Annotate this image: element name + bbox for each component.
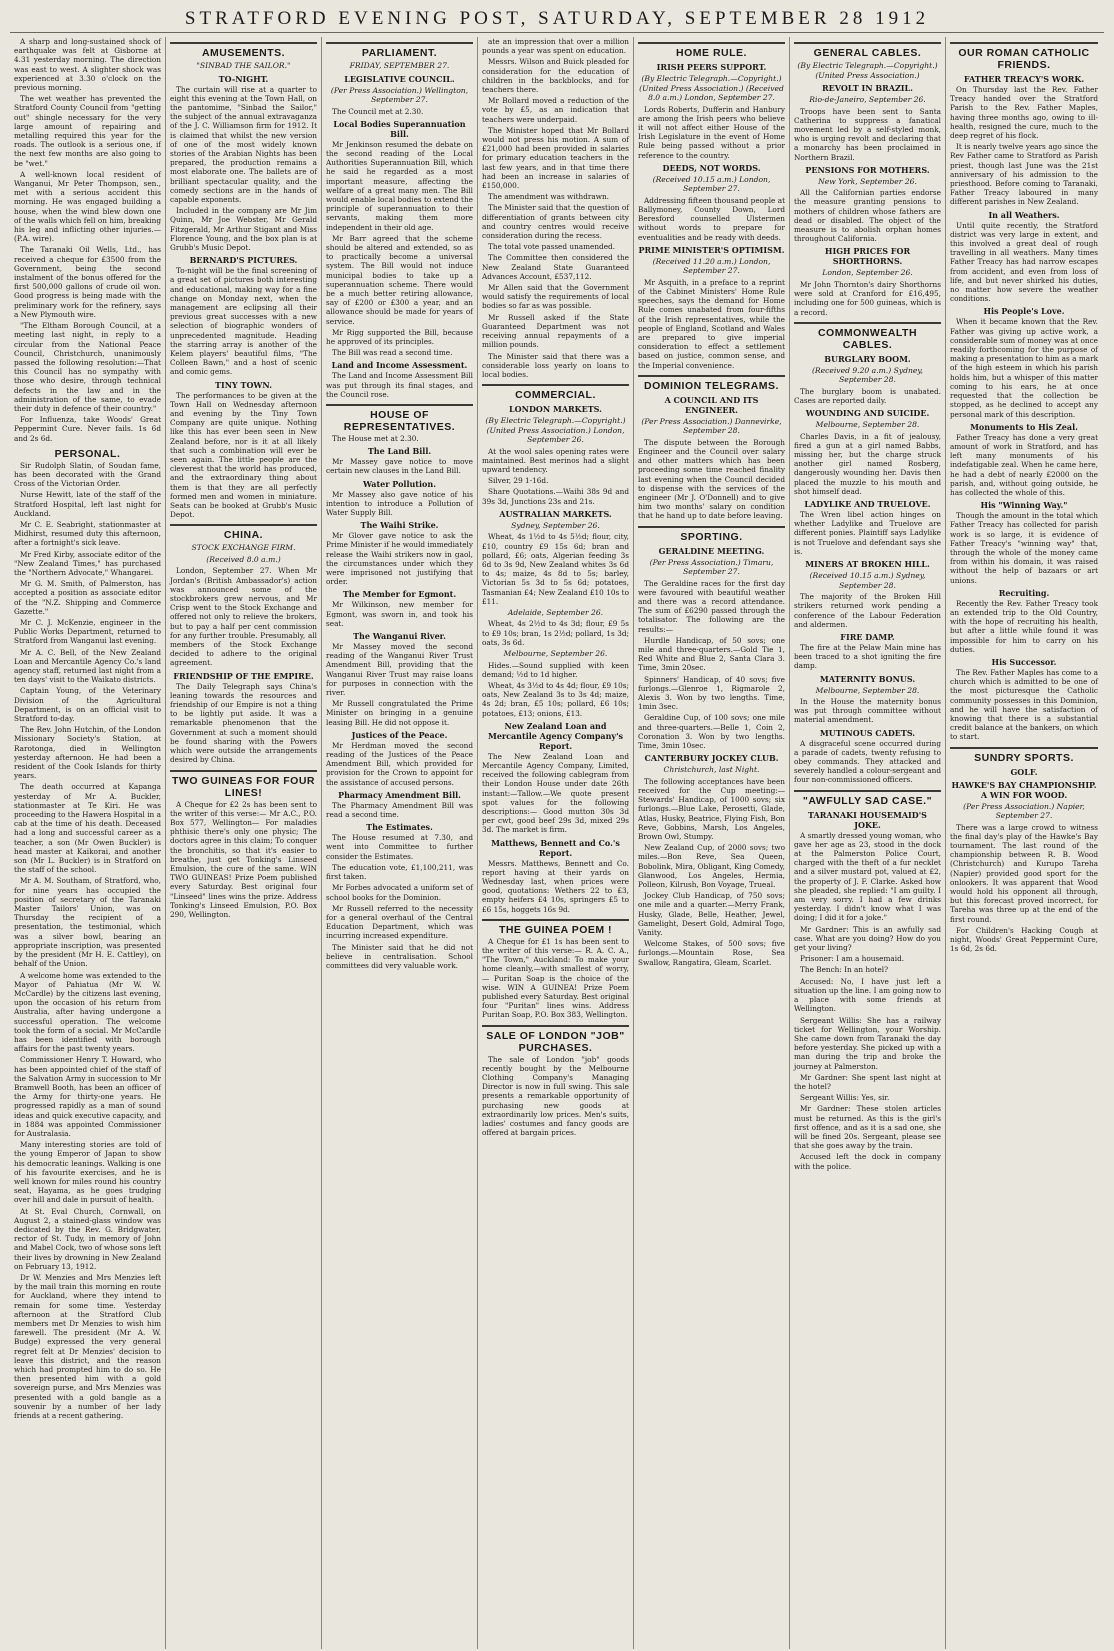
dateline: Melbourne, September 28. (815, 420, 920, 430)
article-subheading: AUSTRALIAN MARKETS. (499, 508, 612, 519)
article-paragraph: Geraldine Cup, of 100 sovs; one mile and three-quarters.—Belle 1, Coin 2, Coronation 3. Won by two lengths. Time, 3min 10sec. (638, 713, 785, 751)
article-subheading: FATHER TREACY'S WORK. (963, 74, 1085, 84)
dateline: New York, September 26. (818, 176, 917, 186)
article-paragraph: Mr Gardner: She spent last night at the hotel? (794, 1072, 941, 1091)
article-paragraph: The majority of the Broken Hill strikers returned work pending a conference of the Labour Federation and aldermen. (794, 592, 941, 629)
article-paragraph: The sale of London "job" goods recently bought by the Melbourne Clothing Company's Managing Director is now in full swing. This sale presents a remarkable opportunity of purchasing new goods at extraordinarily low prices. Men's suits, ladies' costumes and fancy goods are offered at bargain prices. (482, 1054, 629, 1138)
section-heading: SPORTING. (638, 526, 785, 543)
article-paragraph: The Minister hoped that Mr Bollard would not press his motion. A sum of £21,000 had been provided in salaries for primary education teachers in the last few years, and in that time there had been an increase in salaries of £150,000. (482, 125, 629, 191)
article-paragraph: Jockey Club Handicap, of 750 sovs; one mile and a quarter.—Merry Frank, Husky, Glade, Belle, Heather, Jewel, Gamelight, Desert Gold, Admiral Togo, Vanity. (638, 891, 785, 937)
article-paragraph: Addressing fifteen thousand people at Ballymoney, County Down, Lord Beresford counselled Ulstermen without words to prepare for eventualities and be ready with deeds. (638, 195, 785, 242)
article-paragraph: Nurse Hewitt, late of the staff of the Stratford Hospital, left last night for Auckland. (14, 490, 161, 518)
article-paragraph: Hides.—Sound supplied with keen demand; ½d to 1d higher. (482, 660, 629, 679)
article-subheading: Justices of the Peace. (351, 729, 448, 740)
dateline: (Received 10.15 a.m.) Sydney, September 28. (809, 571, 926, 590)
article-subheading: MATERNITY BONUS. (819, 673, 916, 684)
article-paragraph: Though the amount in the total which Father Treacy has collected for parish work is so large, it is evidence of Father Treacy's "winning way" that, through the whole of the money came from within his domain, it was raised without the help of bazaars or art unions. (950, 511, 1098, 585)
article-paragraph: Sergeant Willis: She has a railway ticket for Wellington, your Worship. She came down from Taranaki the day before yesterday. She picked up with a man during the trip and broke the journey at Palmerston. (794, 1015, 941, 1071)
article-paragraph: The House resumed at 7.30, and went into Committee to further consider the Estimates. (326, 833, 473, 861)
article-subheading: CANTERBURY JOCKEY CLUB. (644, 753, 779, 764)
article-paragraph: When it became known that the Rev. Father was giving up active work, a considerable sum of money was at once readily forthcoming for the purpose of making a presentation to him as a mark of the high esteem in which his parish holds him, but a whisper of this matter coming to his ears, he at once requested that the collection be stopped, as he declined to accept any personal mark of this description. (950, 317, 1098, 419)
article-subheading: Water Pollution. (363, 478, 436, 489)
dateline: Melbourne, September 26. (503, 649, 608, 659)
article-paragraph: Mr John Thornton's dairy Shorthorns were sold at Cranford for £16,495, including one for 500 guineas, which is a record. (794, 279, 941, 317)
article-paragraph: The fire at the Pelaw Main mine has been traced to a shot igniting the fire damp. (794, 642, 941, 671)
article-paragraph: The burglary boom is unabated. Cases are reported daily. (794, 386, 941, 405)
column-5 (634, 37, 790, 1649)
article-paragraph: Mr Allen said that the Government would satisfy the requirements of local bodies so far as was possible. (482, 283, 629, 311)
article-paragraph: At the wool sales opening rates were maintained. Best merinos had a slight upward tendency. (482, 446, 629, 475)
article-subheading: New Zealand Loan and Mercantile Agency Company's Report. (487, 720, 624, 751)
article-paragraph: The Bill was read a second time. (332, 348, 453, 358)
article-paragraph: Mr C. E. Seabright, stationmaster at Midhirst, resumed duty this afternoon, after a fortnight's sick leave. (14, 519, 161, 548)
column-2 (166, 37, 322, 1649)
dateline: "SINBAD THE SAILOR." (196, 61, 291, 70)
article-paragraph: Included in the company are Mr Jim Quinn, Mr Joe Webster, Mr Gerald Fitzgerald, Mr Arthur Stigant and Miss Florence Young, and the box plan is at Grubb's Music Depot. (170, 206, 317, 252)
section-heading: CHINA. (170, 524, 317, 541)
article-subheading: DEEDS, NOT WORDS. (662, 162, 761, 173)
article-paragraph: Mr C. J. McKenzie, engineer in the Public Works Department, returned to Stratford from Wanganui last evening. (14, 617, 161, 646)
dateline: Rio-de-Janeiro, September 26. (809, 95, 926, 104)
article-paragraph: Dr W. Menzies and Mrs Menzies left by the mail train this morning en route for Auckland, where they intend to remain for some time. Yesterday afternoon at the Stratford Club members met Dr Menzies to wish him farewell. The president (Mr A. W. Budge) expressed the very general regret felt at Dr Menzies' decision to leave this district, and the reason which had prompted him to do so. He then presented him with a gold sovereign purse, and Mrs Menzies was presented with a gold bangle as a souvenir by a number of her lady friends at a recent gathering. (14, 1273, 161, 1421)
article-subheading: The Wanganui River. (353, 631, 446, 642)
article-paragraph: Commissioner Henry T. Howard, who has been appointed chief of the staff of the Salvation Army in succession to Mr Bramwell Booth, has been an officer of the Army for thirty-one years. He progressed rapidly as a man of sound ideas and quick executive capacity, and in 1884 was appointed Commissioner for Australasia. (14, 1055, 161, 1138)
section-heading: SALE OF LONDON "JOB" PURCHASES. (482, 1025, 629, 1054)
dateline: London, September 26. (822, 268, 913, 278)
article-paragraph: The curtain will rise at a quarter to eight this evening at the Town Hall, on the pantomime, "Sinbad the Sailor," the subject of the annual extravaganza of the J. C. Williamson firm for 1912. It is claimed that whilst the new version of one of the most widely known stories of the Arabian Nights has been prepared, the production remains a most elaborate one. The ballets are of brilliant spectacular quality, and the comedy sections are in the hands of capable exponents. (170, 84, 317, 204)
article-subheading: Recruiting. (998, 587, 1050, 598)
dateline: (Received 8.0 a.m.) (206, 554, 281, 564)
section-heading: OUR ROMAN CATHOLIC FRIENDS. (950, 42, 1098, 71)
article-subheading: REVOLT IN BRAZIL. (822, 83, 913, 93)
article-paragraph: The wet weather has prevented the Stratford County Council from "getting out" shingle necessary for the very large amount of repairing and metalling required this year for the roads. The outlook is a serious one, if the next few months are also going to be "wet." (14, 94, 161, 168)
article-subheading: His Successor. (991, 656, 1057, 667)
article-paragraph: It is nearly twelve years ago since the Rev Father came to Stratford as Parish priest, though last June was the 21st anniversary of his admission to the priesthood. Before coming to Taranaki, Father Treacy laboured in many different parishes in New Zealand. (950, 142, 1098, 207)
column-6 (790, 37, 946, 1649)
article-paragraph: The Wren libel action hinges on whether Ladylike and Truelove are different ponies. Plaintiff says Ladylike is not Truelove and defendant says she is. (794, 510, 941, 556)
section-heading: GENERAL CABLES. (794, 42, 941, 59)
article-subheading: Land and Income Assessment. (331, 360, 468, 371)
article-subheading: His People's Love. (983, 306, 1065, 317)
article-paragraph: Share Quotations.—Waihi 38s 9d and 39s 3d, Junctions 23s and 21s. (482, 487, 629, 506)
article-paragraph: Mr Glover gave notice to ask the Prime Minister if he would immediately release the Waihi strikers now in gaol, the circumstances under which they were imprisoned not justifying that order. (326, 531, 473, 587)
article-paragraph: The Committee then considered the New Zealand State Guaranteed Advances Account, £537,112. (482, 253, 629, 281)
article-paragraph: At St. Eval Church, Cornwall, on August 2, a stained-glass window was dedicated by the Rev. G. Bridgwater, rector of St. Tudy, in memory of John and Mabel Cock, two of whose sons left their lives by drowning in New Zealand on February 13, 1912. (14, 1206, 161, 1271)
article-paragraph: A sharp and long-sustained shock of earthquake was felt at Gisborne at 4.31 yesterday morning. The direction was east to west. A slighter shock was experienced at 3.30 o'clock on the previous morning. (14, 37, 161, 93)
article-subheading: The Estimates. (366, 822, 433, 833)
section-heading: AMUSEMENTS. (170, 42, 317, 59)
article-subheading: A COUNCIL AND ITS ENGINEER. (664, 394, 759, 415)
column-7 (946, 37, 1102, 1649)
article-paragraph: Charles Davis, in a fit of jealousy, fired a gun at a girl named Babbs, missing her, but the charge struck another girl named Rosberg, dangerously wounding her. Davis then placed the muzzle to his mouth and shot himself dead. (794, 431, 941, 496)
article-paragraph: For Children's Hacking Cough at night, Woods' Great Peppermint Cure, 1s 6d, 2s 6d. (950, 925, 1098, 954)
article-paragraph: Wheat, 4s 2½d to 4s 3d; flour, £9 5s to £9 10s; bran, 1s 2½d; pollard, 1s 3d; oats, 3s 6d. (482, 619, 629, 647)
article-paragraph: The Minister said that there was a considerable loss yearly on loans to local bodies. (482, 351, 629, 379)
article-subheading: LEGISLATIVE COUNCIL. (344, 73, 455, 84)
article-paragraph: The Taranaki Oil Wells, Ltd., has received a cheque for £3500 from the Government, being the second instalment of the bonus offered for the first 500,000 gallons of crude oil won. Good progress is being made with the preliminary work for the refinery, says a New Plymouth wire. (14, 245, 161, 319)
section-heading: COMMERCIAL. (482, 384, 629, 401)
section-heading: COMMONWEALTH CABLES. (794, 322, 941, 351)
article-subheading: Local Bodies Superannuation Bill. (333, 118, 466, 139)
article-paragraph: The death occurred at Kapanga yesterday of Mr A. Buckler, stationmaster at Te Kiri. He was proceeding to the Hawera Hospital in a cab at the time of his death. Deceased had a long and successful career as a teacher, a son (Mr Owen Buckler) is head master at Kaikorai, and another son (Mr L. Buckler) is in Stratford on the staff of the school. (14, 782, 161, 875)
article-subheading: IRISH PEERS SUPPORT. (656, 62, 767, 72)
dateline: Melbourne, September 28. (815, 685, 920, 695)
article-paragraph: Mr Barr agreed that the scheme should be altered and extended, so as to practically become a universal system. The Bill would not induce municipal bodies to take up a superannuation scheme. There would be a much better retiring allowance, say of £200 or £300 a year, and an allowance should be made for years of service. (326, 233, 473, 326)
article-paragraph: Mr Gardner: This is an awfully sad case. What are you doing? How do you get your living? (794, 924, 941, 953)
article-paragraph: Mr Wilkinson, new member for Egmont, was sworn in, and took his seat. (326, 600, 473, 628)
article-paragraph: The dispute between the Borough Engineer and the Council over salary and other matters which has been proceeding some time reached finality last evening when the Council decided to dispense with the services of the engineer (Mr J. O'Donnell) and to give him two months' salary on condition that he hand up to date before leaving. (638, 437, 785, 521)
dateline: (Received 9.20 a.m.) Sydney, September 28. (811, 365, 924, 385)
dateline: (By Electric Telegraph.—Copyright.) (United Press Association.) London, September 26. (485, 416, 626, 445)
article-paragraph: Mr G. M. Smith, of Palmerston, has accepted a position as associate editor of the "N.Z. Shipping and Commerce Gazette." (14, 579, 161, 616)
article-paragraph: Silver, 29 1-16d. (488, 476, 549, 486)
article-paragraph: A smartly dressed young woman, who gave her age as 23, stood in the dock at the Palmerston Police Court, charged with the theft of a fur necklet and a silver mustard pot, valued at £2, the property of J. F. Clarke. Asked how she pleaded, she replied: "I am guilty. I am very sorry. I had a few drinks yesterday. I didn't know what I was doing; I did it for a joke." (794, 830, 941, 923)
column-3 (322, 37, 478, 1649)
article-subheading: LADYLIKE AND TRUELOVE. (804, 499, 931, 510)
article-paragraph: The following acceptances have been received for the Cup meeting:— Stewards' Handicap, of 1000 sovs; six furlongs.—Blue Lake, Perosetti, Glade, Atlas, Husky, Beatrice, Flying Fish, Bon Reve, Gobbins, Marsh, Los Angeles, Brown Owl, Stumpy. (638, 776, 785, 841)
article-paragraph: All the Californian parties endorse the measure granting pensions to mothers of children whose fathers are dead or disabled. The object of the measure is to abolish orphan homes throughout California. (794, 188, 941, 244)
article-paragraph: Prisoner: I am a housemaid. (800, 954, 905, 964)
article-subheading: Matthews, Bennett and Co.'s Report. (491, 837, 620, 858)
article-paragraph: Spinners' Handicap, of 40 sovs; five furlongs.—Glenroe 1, Rigmarole 2, Alexis 3. Won by two lengths. Time, 1min 3sec. (638, 674, 785, 712)
article-paragraph: Messrs. Matthews, Bennett and Co. report having at their yards on Wednesday last, when prices were good, quotations: Wethers 22 to £3, empty heifers £4 10s, springers £5 to £6 15s, hoggets 16s 9d. (482, 858, 629, 914)
article-paragraph: Sergeant Willis: Yes, sir. (800, 1093, 890, 1103)
dateline: (Per Press Association.) Wellington, September 27. (330, 85, 469, 104)
article-subheading: MUTINOUS CADETS. (819, 727, 916, 738)
article-paragraph: Mr Herdman moved the second reading of the Justices of the Peace Amendment Bill, which provided for provision for the Crown to appoint for the assistance of accused persons. (326, 740, 473, 787)
article-subheading: The Land Bill. (367, 446, 432, 457)
article-paragraph: To-night will be the final screening of a great set of pictures both interesting and educational, making way for a fine change on Monday next, when the management are eclipsing all their previous great successes with a new selection of biographic wonders of unprecedented magnitude. Heading the starring array is another of the Kelem players' beautiful films, "The Colleen Bawn," and a host of scenic and comic gems. (170, 266, 317, 377)
article-paragraph: Accused: No, I have just left a situation up the line. I am going now to a place with some friends at Wellington. (794, 976, 941, 1014)
article-subheading: LONDON MARKETS. (509, 404, 602, 415)
masthead: STRATFORD EVENING POST, SATURDAY, SEPTEMBER 28 1912 (10, 6, 1104, 33)
article-subheading: TARANAKI HOUSEMAID'S JOKE. (808, 809, 927, 830)
dateline: (Per Press Association.) Dannevirke, September 28. (641, 416, 782, 436)
article-paragraph: Mr Jenkinson resumed the debate on the second reading of the Local Authorities Superannuation Bill, which he said he regarded as a most important measure, affecting the welfare of a great many men. The Bill would enable local bodies to extend the principle of superannuation to their servants, making them more independent in their old age. (326, 139, 473, 232)
dateline: Adelaide, September 26. (507, 607, 604, 617)
article-subheading: FRIENDSHIP OF THE EMPIRE. (173, 670, 314, 681)
section-heading: TWO GUINEAS FOR FOUR LINES! (170, 770, 317, 799)
dateline: (Received 11.20 a.m.) London, September 27. (652, 256, 771, 276)
article-paragraph: Sir Rudolph Slatin, of Soudan fame, has been decorated with the Grand Cross of the Victorian Order. (14, 460, 161, 489)
article-subheading: BERNARD'S PICTURES. (189, 255, 298, 266)
article-paragraph: Mr Massey moved the second reading of the Wanganui River Trust Amendment Bill, providing that the Wanganui River Trust may raise loans for purposes in connection with the river. (326, 642, 473, 698)
article-subheading: FIRE DAMP. (840, 631, 895, 642)
article-paragraph: "The Eltham Borough Council, at a meeting last night, in reply to a circular from the National Peace Council, Christchurch, unanimously passed the following resolution:—That this Council has no sympathy with those who desire, through technical defects in the law and in the administration of the same, to evade their duty in defence of their country." (14, 321, 161, 413)
article-paragraph: A Cheque for £1 1s has been sent to the writer of this verse:— R. A. C. A., "The Town," Auckland: To make your home cleanly,—with smallest of worry,— Puritan Soap is the choice of the wise. WIN A GUINEA! Prize Poem published every Saturday. Best original four "Puritan" lines wins. Address Puritan Soap, P.O. Box 383, Wellington. (482, 936, 629, 1020)
dateline: (By Electric Telegraph.—Copyright.) (United Press Association.) (Received 8.0 a.m.) London, September 27. (639, 74, 784, 102)
article-paragraph: Mr Bollard moved a reduction of the vote by £5, as an indication that teachers were underpaid. (482, 96, 629, 124)
article-subheading: Pharmacy Amendment Bill. (338, 789, 461, 800)
article-paragraph: Messrs. Wilson and Buick pleaded for consideration for the education of children in the backblocks, and for teachers there. (482, 57, 629, 95)
article-paragraph: Hurdle Handicap, of 50 sovs; one mile and three-quarters.—Gold Tie 1, Red White and Blue 2, Santa Clara 3. Time, 3min 20sec. (638, 635, 785, 673)
article-paragraph: Mr Asquith, in a preface to a reprint of the Cabinet Ministers' Home Rule speeches, says the demand for Home Rule comes unabated from four-fifths of the Irish representatives, while the people of England, Scotland and Wales are prepared to give imperial consideration to effect a settlement based on justice, common sense, and the Imperial convenience. (638, 277, 785, 370)
article-paragraph: Lords Roberts, Dufferin and Hanbury are among the Irish peers who believe it will not affect either House of the Irish Legislature in the event of Home Rule being passed without a prior reference to the country. (638, 104, 785, 160)
article-paragraph: Captain Young, of the Veterinary Division of the Agricultural Department, is on an official visit to Stratford to-day. (14, 686, 161, 724)
dateline: STOCK EXCHANGE FIRM. (191, 543, 296, 553)
article-paragraph: The Council met at 2.30. (332, 106, 424, 116)
article-subheading: PENSIONS FOR MOTHERS. (805, 164, 930, 175)
article-paragraph: Troops have been sent to Santa Catherina to suppress a fanatical movement led by a self-styled monk, who is urging revolt and declaring that a monarchy has been proclaimed in Northern Brazil. (794, 106, 941, 162)
dateline: (Per Press Association.) Timaru, September 27. (649, 557, 774, 577)
article-paragraph: The Pharmacy Amendment Bill was read a second time. (326, 800, 473, 820)
article-paragraph: Mr Massey gave notice to move certain new clauses in the Land Bill. (326, 457, 473, 476)
article-subheading: The Member for Egmont. (342, 589, 457, 600)
article-paragraph: ate an impression that over a million pounds a year was spent on education. (482, 37, 629, 56)
article-paragraph: The Bench: In an hotel? (800, 965, 889, 975)
article-paragraph: The Rev. Father Maples has come to a church which is admitted to be one of the most picturesque the Catholic community possesses in this Dominion, and he will have the satisfaction of knowing that there is a substantial credit balance at the bankers, on which to start. (950, 667, 1098, 742)
article-paragraph: Mr A. C. Bell, of the New Zealand Loan and Mercantile Agency Co.'s land agency staff, returned last night from a ten days' visit to the Waikato districts. (14, 647, 161, 685)
article-paragraph: Wheat, 4s 3½d to 4s 4d; flour, £9 10s; oats, New Zealand 3s to 3s 4d; maize, 4s 2d; bran, £5 10s; pollard, £6 10s; potatoes, £13; onions, £13. (482, 680, 629, 718)
section-heading: SUNDRY SPORTS. (950, 747, 1098, 764)
article-paragraph: Many interesting stories are told of the young Emperor of Japan to show his democratic leanings. Walking is one of his favourite exercises, and he is well known for miles round his country seat, Hayama, as he goes trudging over hill and dale in pursuit of health. (14, 1140, 161, 1205)
article-paragraph: In the House the maternity bonus was put through committee without material amendment. (794, 697, 941, 725)
article-paragraph: Mr Gardner: These stolen articles must be returned. As this is the girl's first offence, and as it is a sad one, she will be fined 20s. Sergeant, please see that she goes away by the train. (794, 1104, 941, 1151)
article-paragraph: The House met at 2.30. (332, 433, 419, 443)
article-paragraph: Accused left the dock in company with the police. (794, 1152, 941, 1171)
section-heading: THE GUINEA POEM ! (482, 919, 629, 936)
dateline: (Per Press Association.) Napier, September 27. (963, 801, 1085, 821)
article-paragraph: The total vote passed unamended. (488, 242, 616, 252)
article-subheading: TINY TOWN. (215, 379, 272, 390)
article-paragraph: Mr Massey also gave notice of his intention to introduce a Pollution of Water Supply Bill. (326, 489, 473, 517)
article-paragraph: A welcome home was extended to the Mayor of Pahiatua (Mr W. W. McCardle) by the citizens last evening, upon the occasion of his return from Australia, after having undergone a successful operation. The welcome took the form of a social. Mr McCardle has been identified with borough affairs for the past twenty years. (14, 970, 161, 1054)
article-paragraph: Mr Russell congratulated the Prime Minister on bringing in a genuine leasing Bill. He did not oppose it. (326, 699, 473, 727)
section-heading: PERSONAL. (54, 447, 121, 460)
article-paragraph: Mr Russell asked if the State Guaranteed Department was not receiving annual repayments of a million pounds. (482, 312, 629, 350)
article-paragraph: Mr Rigg supported the Bill, because he approved of its principles. (326, 327, 473, 346)
article-paragraph: The Minister said that the question of differentiation of grants between city and country centres would receive consideration during the recess. (482, 203, 629, 241)
article-subheading: WOUNDING AND SUICIDE. (805, 408, 930, 419)
article-subheading: HIGH PRICES FOR SHORTHORNS. (824, 246, 911, 267)
section-heading: DOMINION TELEGRAMS. (638, 375, 785, 392)
article-paragraph: A well-known local resident of Wanganui, Mr Peter Thompson, sen., met with a serious accident this morning. He was engaged building a house, when the wind blew down one of the walls which fell on him, breaking his leg and inflicting other injuries.—(P.A. wire). (14, 169, 161, 244)
column-1 (10, 37, 166, 1649)
article-subheading: The Waihi Strike. (360, 520, 439, 531)
article-paragraph: Wheat, 4s 1½d to 4s 5½d; flour, city, £10, country £9 15s 6d; bran and pollard, £6; oats, Algerian feeding 3s 6d to 3s 9d, New Zealand whites 3s 6d to 4s; maize, 4s 8d to 5s; barley, Victorian 5s 3d to 5s 6d; potatoes, Tasmanian £4; New Zealand £10 10s to £11. (482, 532, 629, 606)
article-subheading: BURGLARY BOOM. (824, 353, 911, 364)
article-paragraph: The Land and Income Assessment Bill was put through its final stages, and the Council rose. (326, 371, 473, 399)
article-paragraph: Mr Russell referred to the necessity for a general overhaul of the Central Education Department, which was incurring increased expenditure. (326, 903, 473, 941)
article-paragraph: The New Zealand Loan and Mercantile Agency Company, Limited, received the following cablegram from their London House under date 26th instant:—Tallow.—We quote present spot values for the following descriptions:— Good mutton 30s 3d per cwt, good beef 29s 3d, mixed 29s 3d. The market is firm. (482, 751, 629, 835)
article-subheading: HAWKE'S BAY CHAMPIONSHIP. A WIN FOR WOOD. (951, 779, 1097, 800)
article-subheading: His "Winning Way." (980, 500, 1068, 511)
section-heading: "AWFULLY SAD CASE." (794, 790, 941, 807)
article-paragraph: The performances to be given at the Town Hall on Wednesday afternoon and evening by the Tiny Town Company are quite unique. Nothing like this has ever been seen in New Zealand before, nor is it at all likely that such a combination will ever be seen again. The little people are the cleverest that the world has produced, and the extraordinary thing about them is that they are all perfectly formed men and women in miniature. Seats can be booked at Grubb's Music Depot. (170, 390, 317, 520)
article-paragraph: New Zealand Cup, of 2000 sovs; two miles.—Bon Reve, Sea Queen, Bobolink, Mira, Obligant, King Comedy, Glanwood, Los Angeles, Hermia, Polleon, Kilrush, Bon Voyage, Trueal. (638, 843, 785, 889)
article-subheading: PRIME MINISTER'S OPTIMISM. (638, 244, 785, 255)
article-paragraph: There was a large crowd to witness the final day's play of the Hawke's Bay tournament. The last round of the championship between R. B. Wood (Christchurch) and Kurupo Tareha (Napier) provided good sport for the onlookers. It was apparent that Wood would hold his opponent all through, but this forecast proved incorrect, for Tareha was three up at the end of the first round. (950, 822, 1098, 924)
article-paragraph: On Thursday last the Rev. Father Treacy handed over the Stratford Parish to the Rev. Father Maples, having three months ago, owing to ill-health, resigned the cure, much to the deep regret of his flock. (950, 85, 1098, 141)
article-paragraph: The Daily Telegraph says China's leaning towards the resources and friendship of our Empire is not a thing to be lightly put aside. It was a remarkable phenomenon that the Government at such a moment should be found sharing with the Powers which were outside the arrangements desired by China. (170, 681, 317, 765)
dateline: (Received 10.15 a.m.) London, September 27. (652, 174, 771, 194)
article-paragraph: A Cheque for £2 2s has been sent to the writer of this verse:— Mr A.C., P.O. Box 577, Wellington— For maladies phthisic there's only one physic; The doctors agree in this claim; To conquer the bronchitis, so that it's easier to breathe, just get Tonking's Linseed Emulsion, the cure of the same. WIN TWO GUINEAS! Prize Poem published every Saturday. Best original four "Linseed" lines wins the prize. Address Tonking's Linseed Emulsion, P.O. Box 290, Wellington. (170, 799, 317, 919)
article-subheading: MINERS AT BROKEN HILL. (805, 559, 930, 570)
columns (10, 37, 1104, 1649)
section-heading: HOME RULE. (638, 42, 785, 59)
article-paragraph: Mr Fred Kirby, associate editor of the "New Zealand Times," has purchased the "Northern Advocate," Whangarei. (14, 549, 161, 577)
article-paragraph: Until quite recently, the Stratford district was very large in extent, and this involved a great deal of rough travelling in all weathers. Many times Father Treacy has had narrow escapes from accident, and even from loss of life, and but never shirked his duties, no matter how severe the weather conditions. (950, 220, 1098, 304)
dateline: FRIDAY, SEPTEMBER 27. (349, 61, 450, 70)
article-subheading: TO-NIGHT. (218, 73, 269, 84)
article-paragraph: The Rev. John Hutchin, of the London Missionary Society's Station, at Rarotonga, died in Wellington yesterday afternoon. He had been a resident of the Cook Islands for thirty years. (14, 725, 161, 781)
dateline: Sydney, September 26. (511, 520, 600, 530)
article-subheading: In all Weathers. (988, 209, 1060, 220)
article-subheading: GOLF. (1010, 766, 1038, 777)
article-paragraph: The Geraldine races for the first day were favoured with beautiful weather and there was a record attendance. The sum of £6290 passed through the totalisator. The following are the results:— (638, 578, 785, 634)
article-paragraph: Father Treacy has done a very great amount of work in Stratford, and has left many monuments of his indefatigable zeal. When he came here, he had a debt of nearly £2000 on the parish, and, without going outside, he has collected the whole of this. (950, 432, 1098, 497)
article-paragraph: Welcome Stakes, of 500 sovs; five furlongs.—Mountain Rose, Sea Swallow, Rangatira, Gleam, Scarlet. (638, 939, 785, 967)
article-paragraph: Mr A. M. Southam, of Stratford, who, for nine years has occupied the position of secretary of the Taranaki Master Tailors' Union, was on Thursday the recipient of a presentation, the testimonial, which was a silver bowl, bearing an appropriate inscription, was presented by the president (Mr H. E. Cattley), on behalf of the Union. (14, 876, 161, 969)
article-subheading: GERALDINE MEETING. (658, 545, 765, 556)
article-paragraph: The education vote, £1,100,211, was first taken. (326, 862, 473, 882)
section-heading: HOUSE OF REPRESENTATIVES. (326, 404, 473, 433)
article-paragraph: The amendment was withdrawn. (488, 192, 609, 202)
column-4 (478, 37, 634, 1649)
article-paragraph: Recently the Rev. Father Treacy took an extended trip to the Old Country, with the hope of recruiting his health, but after a little while found it was impossible for him to carry on his duties. (950, 598, 1098, 654)
dateline: (By Electric Telegraph.—Copyright.) (United Press Association.) (797, 61, 938, 80)
article-paragraph: For Influenza, take Woods' Great Peppermint Cure. Never fails. 1s 6d and 2s 6d. (14, 415, 161, 443)
article-paragraph: London, September 27. When Mr Jordan's (British Ambassador's) action was announced some of the stockbrokers grew nervous, and Mr Crisp went to the Stock Exchange and offered not only to relieve the brokers, but to pay a half per cent commission for any further trouble. Presumably, all members of the Stock Exchange decided to adhere to the original agreement. (170, 566, 317, 668)
article-paragraph: Mr Forbes advocated a uniform set of school books for the Dominion. (326, 883, 473, 902)
section-heading: PARLIAMENT. (326, 42, 473, 59)
article-subheading: Monuments to His Zeal. (970, 421, 1078, 432)
dateline: Christchurch, last Night. (663, 765, 760, 775)
article-paragraph: The Minister said that he did not believe in centralisation. School committees did very valuable work. (326, 942, 473, 970)
article-paragraph: A disgraceful scene occurred during a parade of cadets, twenty refusing to obey commands. They attacked and severely handled a colour-sergeant and four non-commissioned officers. (794, 738, 941, 785)
